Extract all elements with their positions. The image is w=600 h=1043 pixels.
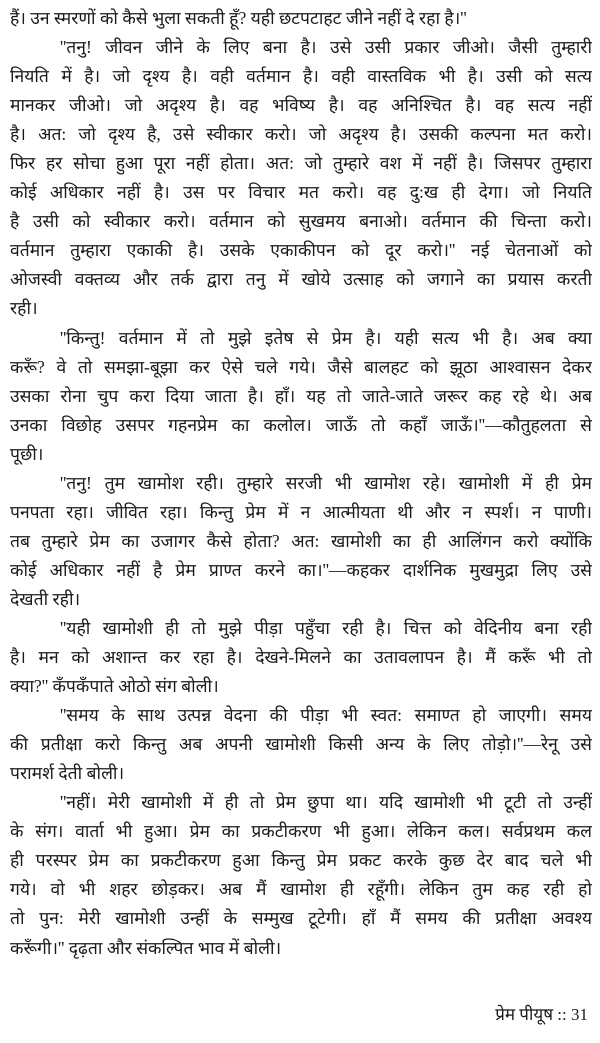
text-line: रही।: [10, 298, 38, 319]
text-line: ''तनु! जीवन जीने के लिए बना है। उसे उसी प्रकार जीओ। जैसी तुम्हारी: [60, 37, 592, 58]
text-line: गये। वो भी शहर छोड़कर। अब मैं खामोश ही रहूँगी। लेकिन तुम कह रही हो: [10, 879, 592, 900]
text-line: ''यही खामोशी ही तो मुझे पीड़ा पहुँचा रही है। चित्त को वेदिनीय बना रही: [60, 617, 592, 638]
text-line: करूँ? वे तो समझा-बूझा कर ऐसे चले गये। जैसे बालहट को झूठा आश्वासन देकर: [10, 356, 592, 377]
text-line: देखती रही।: [10, 588, 81, 609]
text-line: मानकर जीओ। जो अदृश्य है। वह भविष्य है। वह अनिश्चित है। वह सत्य नहीं: [10, 95, 592, 116]
paragraph: [10, 614, 592, 701]
text-line: ''तनु! तुम खामोश रही। तुम्हारे सरजी भी खामोश रहे। खामोशी में ही प्रेम: [60, 472, 592, 493]
paragraph: [10, 469, 592, 614]
text-line: हैं। उन स्मरणों को कैसे भुला सकती हूँ? यही छटपटाहट जीने नहीं दे रहा है।'': [10, 8, 467, 28]
text-line: कोई अधिकार नहीं है प्रेम प्राण्त करने का।''—कहकर दार्शनिक मुखमुद्रा लिए उसे: [10, 559, 592, 580]
text-line: के संग। वार्ता भी हुआ। प्रेम का प्रकटीकरण भी हुआ। लेकिन कल। सर्वप्रथम कल: [10, 821, 592, 842]
text-line: फिर हर सोचा हुआ पूरा नहीं होता। अत: जो तुम्हारे वश में नहीं है। जिसपर तुम्हारा: [10, 153, 592, 174]
text-line: तो पुन: मेरी खामोशी उन्हीं के सम्मुख टूटेगी। हाँ मैं समय की प्रतीक्षा अवश्य: [10, 908, 592, 929]
text-line: उनका विछोह उसपर गहनप्रेम का कलोल। जाऊँ तो कहाँ जाऊँ।''—कौतुहलता से: [10, 414, 592, 435]
paragraph: [10, 33, 592, 323]
text-line: ही परस्पर प्रेम का प्रकटीकरण हुआ किन्तु प्रेम प्रकट करके कुछ देर बाद चले भी: [10, 850, 592, 871]
page-body-text: [10, 4, 592, 963]
text-line: है। मन को अशान्त कर रहा है। देखने-मिलने का उतावलापन है। मैं करूँ भी तो: [10, 647, 592, 668]
text-line: की प्रतीक्षा करो किन्तु अब अपनी खामोशी किसी अन्य के लिए तोड़ो।''—रेनू उसे: [10, 734, 592, 755]
text-line: है उसी को स्वीकार करो। वर्तमान को सुखमय बनाओ। वर्तमान की चिन्ता करो।: [10, 211, 592, 232]
text-line: पूछी।: [10, 443, 44, 464]
text-line: नियति में है। जो दृश्य है। वही वर्तमान है। वही वास्तविक भी है। उसी को सत्य: [10, 66, 592, 87]
paragraph: [10, 4, 592, 33]
text-line: ''नहीं। मेरी खामोशी में ही तो प्रेम छुपा था। यदि खामोशी भी टूटी तो उन्हीं: [60, 792, 592, 813]
text-line: कोई अधिकार नहीं है। उस पर विचार मत करो। वह दु:ख ही देगा। जो नियति: [10, 182, 592, 203]
text-line: ''समय के साथ उत्पन्न वेदना की पीड़ा भी स्वत: समाण्त हो जाएगी। समय: [60, 705, 592, 726]
text-line: वर्तमान तुम्हारा एकाकी है। उसके एकाकीपन को दूर करो।'' नई चेतनाओं को: [10, 240, 592, 261]
text-line: उसका रोना चुप करा दिया जाता है। हाँ। यह तो जाते-जाते जरूर कह रहे थे। अब: [10, 385, 592, 406]
page-footer-running-title: प्रेम पीयूष :: 31: [495, 1005, 588, 1024]
text-line: ओजस्वी वक्तव्य और तर्क द्वारा तनु में खोये उत्साह को जगाने का प्रयास करती: [10, 269, 592, 290]
text-line: तब तुम्हारे प्रेम का उजागर कैसे होता? अत: खामोशी का ही आलिंगन करो क्योंकि: [10, 530, 592, 551]
text-line: ''किन्तु! वर्तमान में तो मुझे इतेष से प्रेम है। यही सत्य भी है। अब क्या: [60, 327, 592, 348]
text-line: करूँगी।'' दृढ़ता और संकल्पित भाव में बोली।: [10, 937, 282, 958]
paragraph: [10, 324, 592, 469]
paragraph: [10, 788, 592, 962]
text-line: परामर्श देती बोली।: [10, 763, 125, 784]
paragraph: [10, 701, 592, 788]
text-line: क्या?'' कँपकँपाते ओठो संग बोली।: [10, 676, 219, 697]
text-line: पनपता रहा। जीवित रहा। किन्तु प्रेम में न आत्मीयता थी और न स्पर्श। न पाणी।: [10, 501, 592, 522]
text-line: है। अत: जो दृश्य है, उसे स्वीकार करो। जो अदृश्य है। उसकी कल्पना मत करो।: [10, 124, 592, 145]
